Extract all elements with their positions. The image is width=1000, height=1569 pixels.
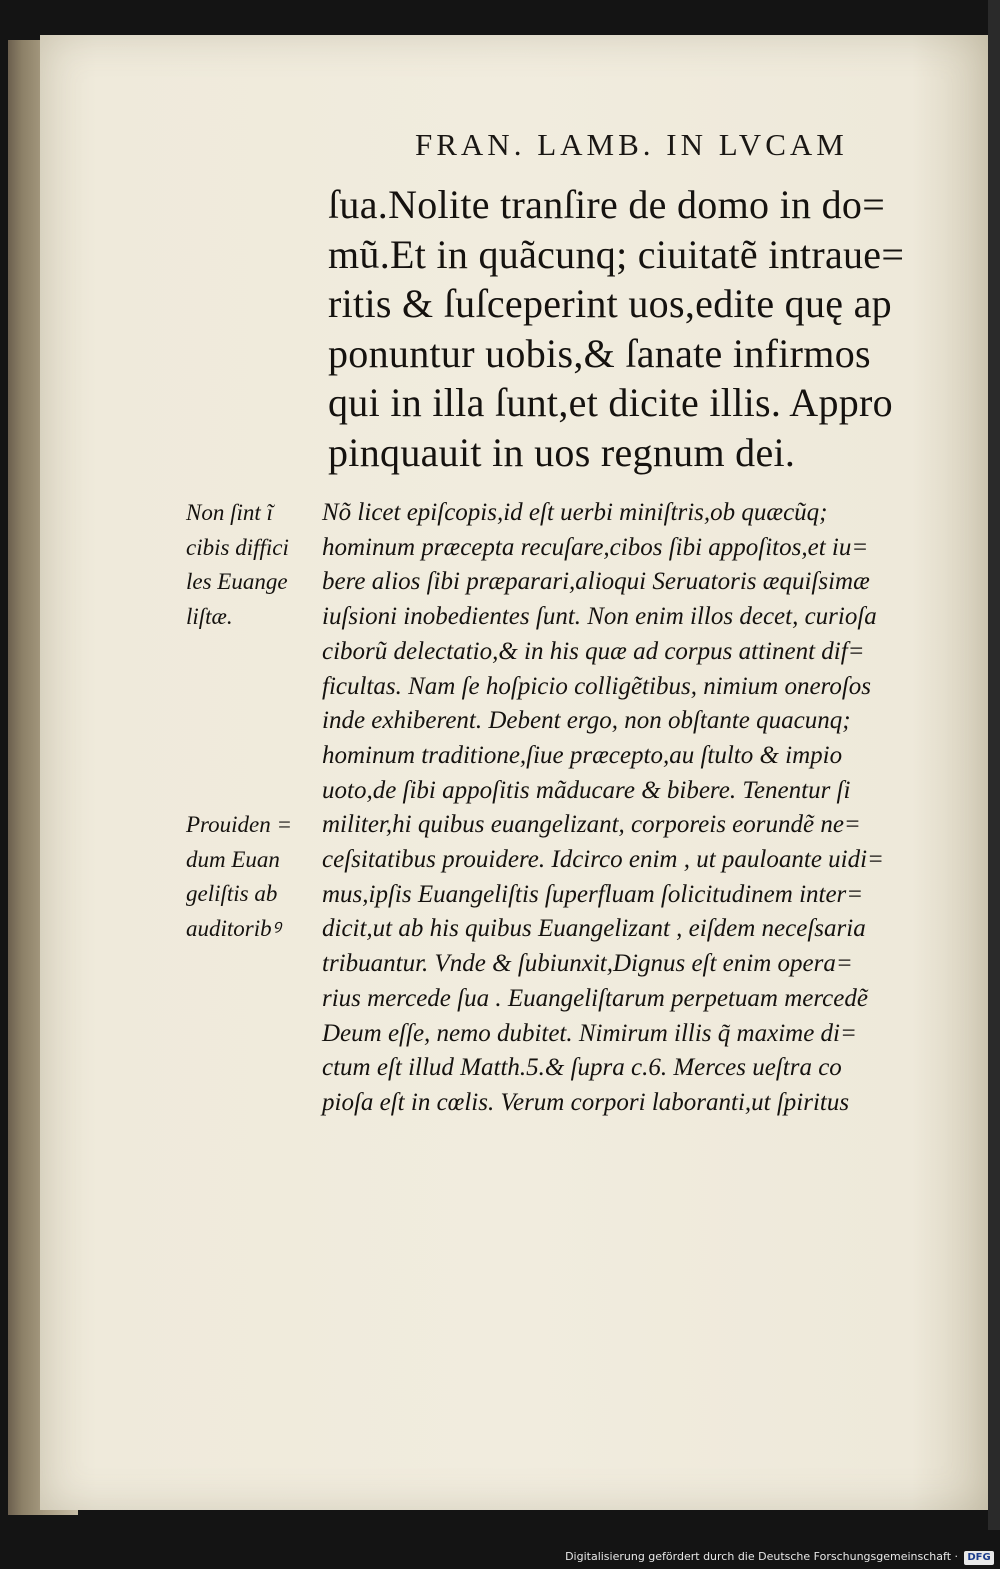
commentary-line: Deum eſſe, nemo dubitet. Nimirum illis q̃ maxime di= <box>322 1019 857 1047</box>
marginal-note-line: cibis diffici <box>186 534 289 560</box>
scripture-line: ponuntur uobis,& ſanate infirmos <box>328 330 871 376</box>
commentary-line: mus,ipſis Euangeliſtis ſuperfluam ſolicitudinem inter= <box>322 880 864 908</box>
marginal-note-line: Non ſint ĩ <box>186 500 273 525</box>
commentary-line: iuſsioni inobedientes ſunt. Non enim illos decet, curioſa <box>322 603 877 631</box>
marginal-note-line: Prouiden = <box>186 812 293 837</box>
commentary-line: bere alios ſibi præparari,alioqui Seruatoris æquiſsimæ <box>322 568 870 596</box>
commentary-line: hominum præcepta recuſare,cibos ſibi appoſitos,et iu= <box>322 533 869 561</box>
commentary-line: ficultas. Nam ſe hoſpicio colligẽtibus, nimium oneroſos <box>322 672 872 700</box>
marginal-note-line: dum Euan <box>186 846 280 872</box>
commentary-line: Nõ licet epiſcopis,id eſt uerbi miniſtris,ob quæcũq; <box>322 499 828 526</box>
commentary-text <box>322 496 947 1121</box>
scripture-text <box>328 180 953 477</box>
funding-credit: Digitalisierung gefördert durch die Deutsche Forschungsgemeinschaft · <box>565 1550 958 1563</box>
marginal-note <box>186 496 321 635</box>
commentary-line: inde exhiberent. Debent ergo, non obſtante quacunq; <box>322 707 851 735</box>
scripture-line: pinquauit in uos regnum dei. <box>328 429 796 475</box>
scripture-line: ritis & ſuſceperint uos,edite quę ap <box>328 281 892 326</box>
scripture-line: ſua.Nolite tranſire de domo in do= <box>328 182 886 227</box>
commentary-line: rius mercede ſua . Euangeliſtarum perpetuam mercedẽ <box>322 984 868 1012</box>
commentary-line: tribuantur. Vnde & ſubiunxit,Dignus eſt enim opera= <box>322 950 853 978</box>
commentary-line: uoto,de ſibi appoſitis mãducare & bibere. Tenentur ſi <box>322 776 851 804</box>
scripture-line: mũ.Et in quãcunq; ciuitatẽ intraue= <box>328 231 905 277</box>
running-title: FRAN. LAMB. IN LVCAM <box>415 127 848 162</box>
commentary-line: militer,hi quibus euangelizant, corporeis eorundẽ ne= <box>322 811 861 839</box>
marginal-note-line: auditoribꝰ <box>186 916 281 942</box>
scripture-line: qui in illa ſunt,et dicite illis. Appro <box>328 380 893 425</box>
commentary-line: ceſsitatibus prouidere. Idcirco enim , ut pauloante uidi= <box>322 846 884 874</box>
dfg-logo: DFG <box>964 1551 994 1565</box>
marginal-note-line: liſtæ. <box>186 604 233 630</box>
commentary-line: dicit,ut ab his quibus Euangelizant , eiſdem neceſsaria <box>322 915 866 943</box>
marginal-note <box>186 808 321 947</box>
footer-bar <box>0 1548 1000 1569</box>
commentary-line: ctum eſt illud Matth.5.& ſupra c.6. Merces ueſtra co <box>322 1054 842 1082</box>
commentary-line: pioſa eſt in cœlis. Verum corpori laboranti,ut ſpiritus <box>322 1088 850 1116</box>
commentary-line: ciborũ delectatio,& in his quæ ad corpus attinent dif= <box>322 637 865 665</box>
marginal-note-line: geliſtis ab <box>186 881 278 907</box>
marginal-note-line: les Euange <box>186 569 288 595</box>
scan-border <box>988 0 1000 1530</box>
commentary-line: hominum traditione,ſiue præcepto,au ſtulto & impio <box>322 741 843 769</box>
